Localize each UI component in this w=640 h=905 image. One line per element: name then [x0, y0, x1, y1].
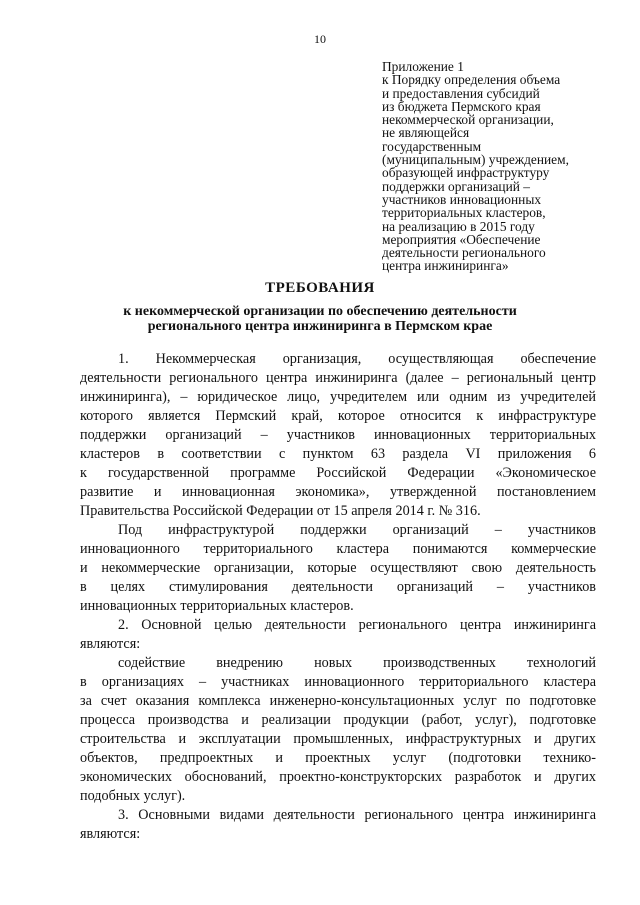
appendix-line: центра инжиниринга» — [382, 258, 509, 274]
appendix-line: (муниципальным) учреждением, — [382, 152, 569, 168]
body-line: кластеров в соответствии с пунктом 63 раздела VI приложения 6 — [80, 446, 596, 462]
body-line: экономических обоснований, проектно-конструкторских разработок и других — [80, 769, 596, 785]
body-line: поддержки организаций – участников инновационных территориальных — [80, 427, 596, 443]
appendix-line: поддержки организаций – — [382, 178, 530, 194]
body-line: являются: — [80, 636, 141, 652]
body-line: за счет оказания комплекса инженерно-консультационных услуг по подготовке — [80, 693, 596, 709]
subtitle-line: к некоммерческой организации по обеспечению деятельности — [123, 304, 517, 319]
body-line: процесса производства и реализации продукции (работ, услуг), подготовке — [80, 712, 596, 728]
document-subtitle — [0, 304, 640, 334]
appendix-line: участников инновационных — [382, 191, 542, 207]
appendix-line: образующей инфраструктуру — [382, 165, 550, 181]
appendix-header — [382, 60, 612, 273]
body-line: в целях стимулирования деятельности организаций – участников — [80, 579, 596, 595]
body-line: деятельности регионального центра инжиниринга (далее – региональный центр — [80, 370, 596, 386]
appendix-line: из бюджета Пермского края — [382, 98, 541, 114]
document-title: ТРЕБОВАНИЯ — [265, 280, 375, 296]
appendix-line: и предоставления субсидий — [382, 85, 540, 101]
appendix-line: некоммерческой организации, — [382, 112, 554, 128]
body-line: инновационного территориального кластера понимаются коммерческие — [80, 541, 596, 557]
body-line: Правительства Российской Федерации от 15 апреля 2014 г. № 316. — [80, 503, 481, 519]
body-line: 1. Некоммерческая организация, осуществляющая обеспечение — [118, 351, 596, 367]
body-line: инжиниринга), – юридическое лицо, учредителем или одним из учредителей — [80, 389, 596, 405]
body-line: 2. Основной целью деятельности регионального центра инжиниринга — [118, 617, 596, 633]
appendix-line: к Порядку определения объема — [382, 72, 561, 88]
appendix-line: мероприятия «Обеспечение — [382, 231, 541, 247]
body-line: подобных услуг). — [80, 788, 186, 804]
body-line: содействие внедрению новых производственных технологий — [118, 655, 596, 671]
body-line: 3. Основными видами деятельности регионального центра инжиниринга — [118, 807, 596, 823]
appendix-line: не являющейся — [382, 125, 470, 141]
body-line: и некоммерческие организации, которые осуществляют свою деятельность — [80, 560, 596, 576]
appendix-line: на реализацию в 2015 году — [382, 218, 535, 234]
document-body — [80, 350, 596, 844]
body-line: в организациях – участниках инновационного территориального кластера — [80, 674, 596, 690]
appendix-line: государственным — [382, 138, 482, 154]
body-line: строительства и эксплуатации промышленных, инфраструктурных и других — [80, 731, 596, 747]
body-line: объектов, предпроектных и проектных услуг (подготовки технико- — [80, 750, 596, 766]
body-line: являются: — [80, 826, 141, 842]
appendix-line: Приложение 1 — [382, 59, 464, 74]
appendix-line: деятельности регионального — [382, 245, 546, 261]
body-line: которого является Пермский край, которое относится к инфраструктуре — [80, 408, 596, 424]
body-line: инновационных территориальных кластеров. — [80, 598, 354, 614]
page-number: 10 — [314, 32, 326, 46]
appendix-line: территориальных кластеров, — [382, 205, 546, 221]
body-line: к государственной программе Российской Федерации «Экономическое — [80, 465, 596, 481]
body-line: развитие и инновационная экономика», утвержденной постановлением — [80, 484, 596, 500]
subtitle-line: регионального центра инжиниринга в Пермском крае — [147, 319, 493, 334]
body-line: Под инфраструктурой поддержки организаций – участников — [118, 522, 596, 538]
